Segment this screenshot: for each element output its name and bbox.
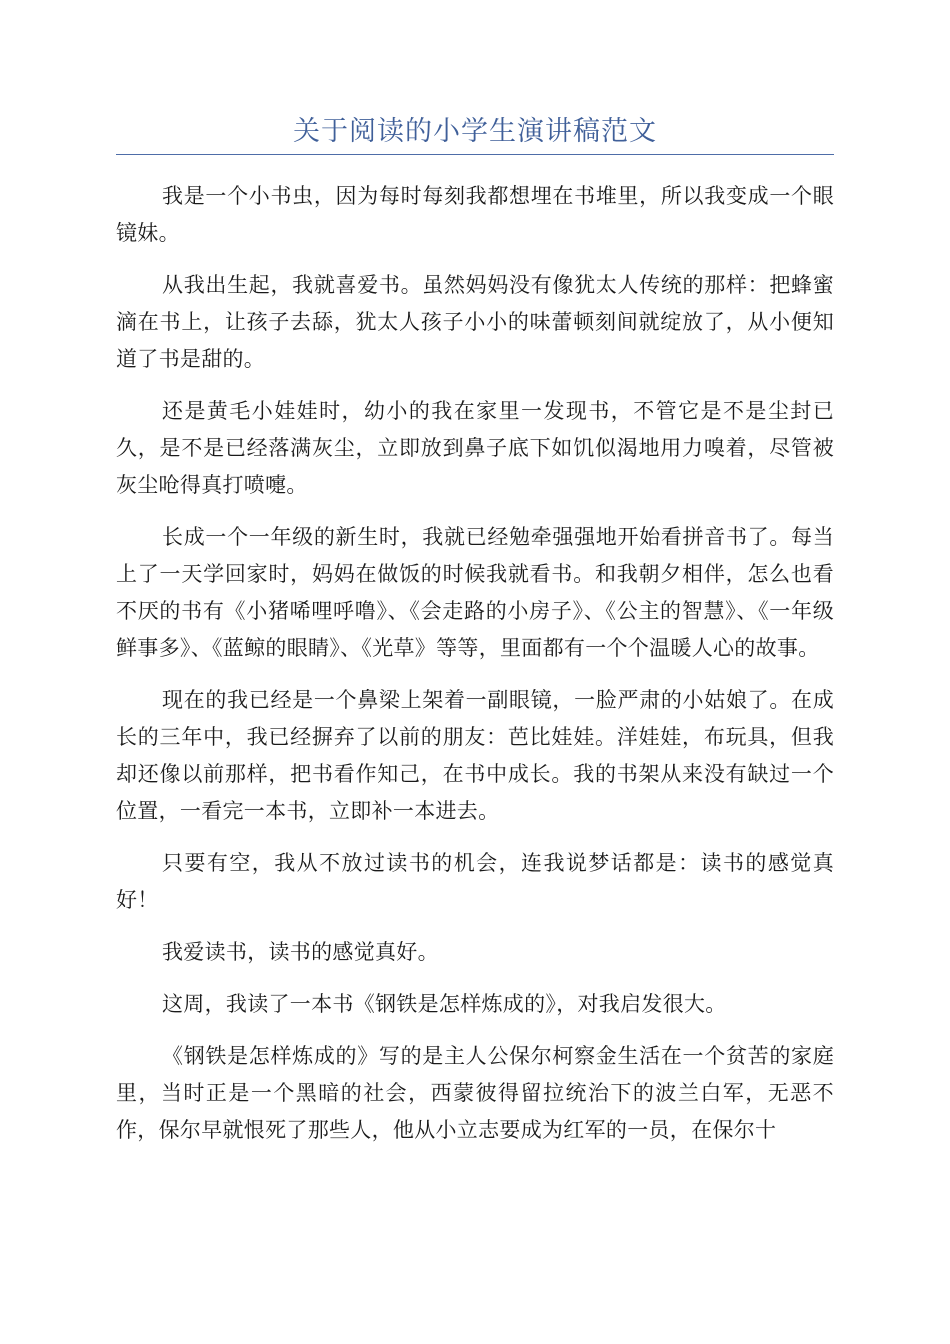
document-page — [116, 112, 834, 1332]
title-underline — [116, 154, 834, 155]
paragraph: 我是一个小书虫，因为每时每刻我都想埋在书堆里，所以我变成一个眼镜妹。 — [116, 184, 834, 245]
paragraph: 只要有空，我从不放过读书的机会，连我说梦话都是：读书的感觉真好！ — [116, 851, 834, 912]
paragraph: 从我出生起，我就喜爱书。虽然妈妈没有像犹太人传统的那样：把蜂蜜滴在书上，让孩子去舔，犹太人孩子小小的味蕾顿刻间就绽放了，从小便知道了书是甜的。 — [116, 273, 834, 371]
paragraph: 我爱读书，读书的感觉真好。 — [162, 940, 439, 964]
document-title: 关于阅读的小学生演讲稿范文 — [293, 116, 657, 147]
paragraph: 这周，我读了一本书《钢铁是怎样炼成的》，对我启发很大。 — [162, 992, 727, 1016]
paragraph: 还是黄毛小娃娃时，幼小的我在家里一发现书，不管它是不是尘封已久，是不是已经落满灰尘，立即放到鼻子底下如饥似渴地用力嗅着，尽管被灰尘呛得真打喷嚏。 — [116, 399, 834, 497]
paragraph: 《钢铁是怎样炼成的》写的是主人公保尔柯察金生活在一个贫苦的家庭里，当时正是一个黑暗的社会，西蒙彼得留拉统治下的波兰白军，无恶不作，保尔早就恨死了那些人，他从小立志要成为红军的一员，在保尔十 — [116, 1044, 834, 1142]
paragraph: 长成一个一年级的新生时，我就已经勉牵强强地开始看拼音书了。每当上了一天学回家时，妈妈在做饭的时候我就看书。和我朝夕相伴，怎么也看不厌的书有《小猪唏哩呼噜》、《会走路的小房子》、《公主的智慧》、《一年级鲜事多》、《蓝鲸的眼睛》、《光草》等等，里面都有一个个温暖人心的故事。 — [116, 525, 834, 660]
paragraph: 现在的我已经是一个鼻梁上架着一副眼镜，一脸严肃的小姑娘了。在成长的三年中，我已经摒弃了以前的朋友：芭比娃娃。洋娃娃，布玩具，但我却还像以前那样，把书看作知己，在书中成长。我的书架从来没有缺过一个位置，一看完一本书，立即补一本进去。 — [116, 688, 834, 823]
